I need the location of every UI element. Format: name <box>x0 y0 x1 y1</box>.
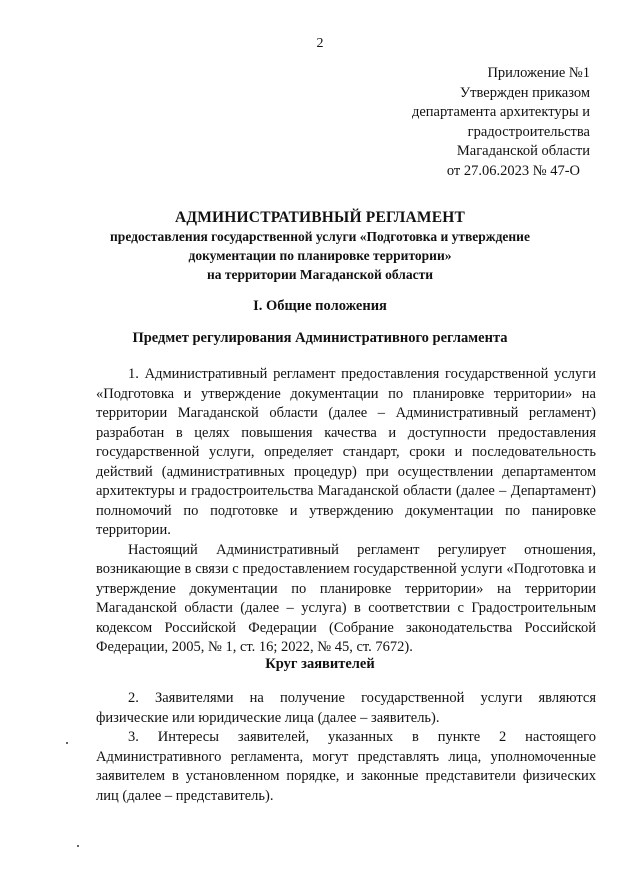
title-line: предоставления государственной услуги «Подготовка и утверждение <box>110 229 530 244</box>
title-line: документации по планировке территории» <box>188 248 452 263</box>
title-main: АДМИНИСТРАТИВНЫЙ РЕГЛАМЕНТ <box>174 209 466 226</box>
title-line: на территории Магаданской области <box>206 267 434 282</box>
approval-line: департамента архитектуры и <box>411 104 590 120</box>
scan-speck <box>66 742 68 744</box>
scan-speck <box>77 845 79 847</box>
paragraph: Настоящий Административный регламент регулирует отношения, возникающие в связи с предоставлением государственной услуги «Подготовка и утверждение документации по планировке территории» на территории Магаданской области (далее – услуга) в соответствии с Градостроительным кодексом Российской Федерации (Собрание законодательства Российской Федерации, 2005, № 1, ст. 16; 2022, № 45, ст. 7672). <box>96 541 596 655</box>
approval-line: Магаданской области <box>456 143 590 159</box>
section-subheading: Предмет регулирования Административного регламента <box>132 330 508 346</box>
approval-stamp <box>412 64 590 181</box>
paragraph: 2. Заявителями на получение государственной услуги являются физические или юридические лица (далее – заявитель). <box>96 690 596 726</box>
approval-line: Утвержден приказом <box>459 84 590 101</box>
paragraph: 3. Интересы заявителей, указанных в пункте 2 настоящего Административного регламента, могут представлять лица, уполномоченные заявителем в установленном порядке, и законные представители физических лиц (далее – представитель). <box>96 729 596 804</box>
applicants-heading: Круг заявителей <box>265 656 375 672</box>
document-title <box>0 208 640 284</box>
section-1-body <box>96 365 596 658</box>
approval-line: градостроительства <box>467 123 590 140</box>
page-number: 2 <box>316 36 324 51</box>
approval-line: Приложение №1 <box>487 65 590 81</box>
applicants-body <box>96 689 596 806</box>
paragraph: 1. Административный регламент предоставления государственной услуги «Подготовка и утверждение документации по планировке территории» на территории Магаданской области (далее – Административный регламент) разработан в целях повышения качества и доступности предоставления государственной услуги, определяет стандарт, сроки и последовательность действий (административных процедур) при осуществлении департаментом архитектуры и градостроительства Магаданской области (далее – Департамент) полномочий по подготовке и утверждению документации по панировке территории. <box>96 366 596 538</box>
section-heading: I. Общие положения <box>253 298 387 314</box>
approval-line: от 27.06.2023 № 47-О <box>446 162 580 179</box>
